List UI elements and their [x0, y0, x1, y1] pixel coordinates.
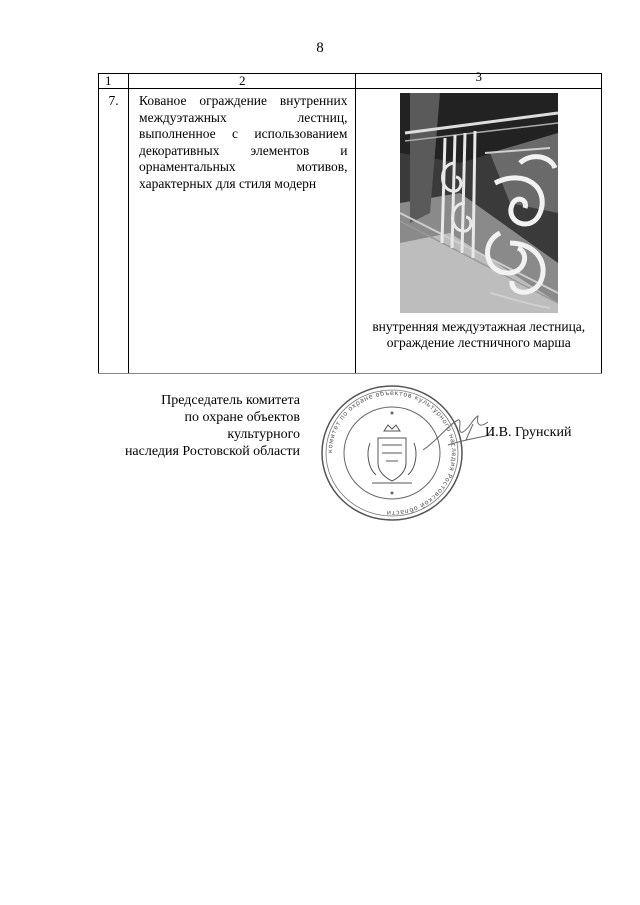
column-header-3: 3: [356, 74, 602, 89]
row-number: 7.: [99, 89, 129, 374]
table-row: [99, 89, 602, 374]
signatory-title-line-3: наследия Ростовской области: [124, 444, 300, 459]
table-header-row: [99, 74, 602, 89]
column-header-1: 1: [99, 74, 129, 89]
svg-text:комитет по охране объектов кул: комитет по охране объектов культурного наследия Ростовской области: [325, 388, 459, 518]
column-header-2: 2: [129, 74, 356, 89]
signatory-title-line-2: по охране объектов культурного: [184, 410, 300, 442]
photo-caption-line-2: ограждение лестничного марша: [386, 335, 571, 350]
coat-of-arms-icon: [368, 425, 416, 483]
row-description-cell: [129, 89, 356, 374]
wrought-iron-railing-photo: [400, 93, 558, 313]
row-photo-cell: [356, 89, 602, 374]
signer-name: И.В. Грунский: [485, 425, 572, 440]
signatory-title-line-1: Председатель комитета: [161, 393, 300, 408]
photo-caption: [356, 319, 601, 351]
signatory-title: [110, 392, 300, 460]
monument-features-table: [98, 69, 602, 374]
row-description: Кованое ограждение внутренних междуэтажных лестниц, выполненное с использованием декоративных элементов и орнаментальных мотивов, характерных для стиля модерн: [139, 93, 348, 191]
page-number: 8: [316, 40, 324, 56]
photo-caption-line-1: внутренняя междуэтажная лестница,: [372, 319, 586, 334]
